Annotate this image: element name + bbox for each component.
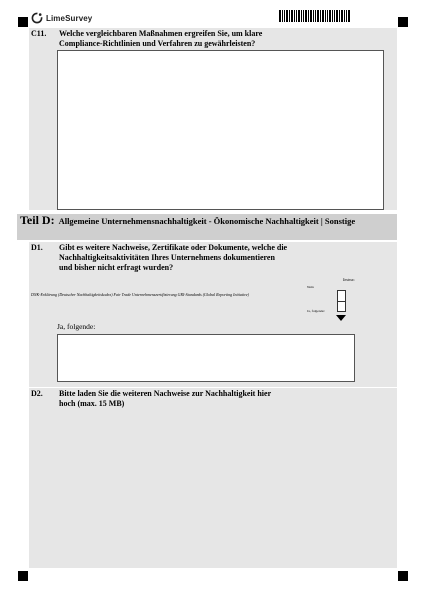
d1-followup-answer-box[interactable]: [57, 334, 355, 382]
instruction-text: Instruc.: [343, 277, 356, 282]
followup-label: Ja, folgende:: [57, 322, 96, 331]
barcode: [279, 10, 351, 22]
limesurvey-logo: [31, 10, 92, 26]
registration-marker-top-right: [398, 17, 408, 27]
limesurvey-logo-icon: [31, 12, 43, 24]
yes-no-checkbox[interactable]: [337, 290, 346, 312]
question-text: Gibt es weitere Nachweise, Zertifikate oder Dokumente, welche die Nachhaltigkeitsaktivitäten Ihres Unternehmens dokumentieren und bisher nicht erfragt wurden?: [59, 243, 288, 272]
option-yes-label: Ja, folgende:: [307, 309, 325, 313]
c11-answer-box[interactable]: [57, 50, 384, 210]
question-c11: [29, 28, 397, 210]
question-text: Welche vergleichbaren Maßnahmen ergreifen Sie, um klare Compliance-Richtlinien und Verfahren zu gewährleisten?: [59, 29, 263, 48]
section-name: Allgemeine Unternehmensnachhaltigkeit - Ökonomische Nachhaltigkeit | Sonstige: [58, 216, 356, 226]
section-title: [20, 214, 395, 227]
registration-marker-top-left: [18, 17, 28, 27]
question-text: Bitte laden Sie die weiteren Nachweise zur Nachhaltigkeit hier hoch (max. 15 MB): [59, 389, 271, 408]
question-number: D2.: [31, 389, 43, 398]
question-d1: [29, 242, 397, 387]
registration-marker-bottom-right: [398, 571, 408, 581]
arrow-down-icon: [336, 315, 346, 321]
section-heading: [17, 214, 397, 240]
logo-text: LimeSurvey: [46, 13, 93, 23]
option-description: DNK-Erklärung (Deutscher Nachhaltigkeitskodex) Fair Trade Unternehmenszertifizierung GRI-Standards (Global Reporting Initiative): [31, 292, 249, 297]
option-no-label: Nein: [307, 285, 314, 289]
question-number: C11.: [31, 29, 47, 38]
registration-marker-bottom-left: [18, 571, 28, 581]
question-d2: [29, 388, 397, 568]
question-number: D1.: [31, 243, 43, 252]
section-label: Teil D:: [20, 213, 55, 227]
